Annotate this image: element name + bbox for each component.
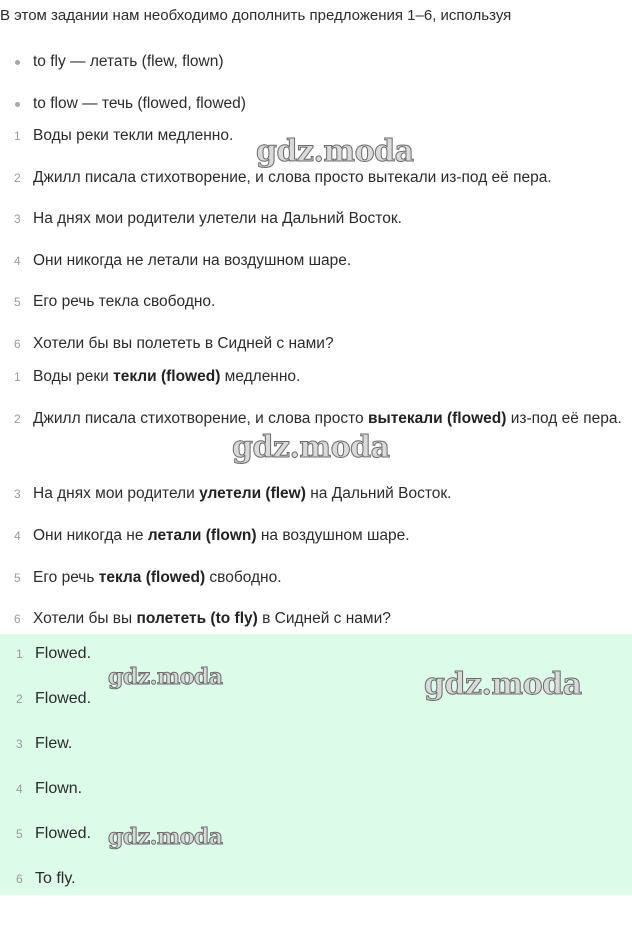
answer-text: Flew. (35, 735, 73, 752)
item-number: 6 (14, 337, 21, 351)
intro-text: В этом задании нам необходимо дополнить предложения 1–6, используя (0, 7, 512, 24)
item-number: 6 (14, 612, 21, 626)
bullet-icon (15, 102, 20, 107)
answer-text: Flown. (35, 780, 83, 797)
watermark: gdz.moda (256, 134, 414, 169)
answer-highlight: летали (flown) (147, 527, 257, 544)
item-text: На днях мои родители улетели (flew) на Дальний Восток. (33, 485, 452, 502)
item-text: Его речь текла свободно. (33, 293, 216, 310)
item-text: Они никогда не летали на воздушном шаре. (33, 252, 352, 269)
item-text: На днях мои родители улетели на Дальний Восток. (33, 210, 402, 227)
item-text: Хотели бы вы полететь в Сидней с нами? (33, 335, 334, 352)
item-number: 1 (16, 647, 23, 661)
answer-highlight: полететь (to fly) (136, 610, 258, 627)
item-number: 2 (14, 171, 21, 185)
answer-highlight: текли (flowed) (113, 368, 221, 385)
item-number: 3 (14, 487, 21, 501)
item-number: 1 (14, 129, 21, 143)
item-number: 4 (14, 529, 21, 543)
bullet-icon (15, 60, 20, 65)
watermark: gdz.moda (424, 667, 582, 702)
watermark: gdz.moda (108, 824, 223, 850)
item-number: 2 (16, 692, 23, 706)
watermark: gdz.moda (232, 430, 390, 465)
item-text: Его речь текла (flowed) свободно. (33, 569, 282, 586)
watermark: gdz.moda (108, 664, 223, 690)
item-text: Воды реки текли медленно. (33, 127, 234, 144)
item-number: 4 (16, 782, 23, 796)
item-number: 3 (14, 212, 21, 226)
item-number: 3 (16, 737, 23, 751)
answer-text: Flowed. (35, 825, 92, 842)
answer-text: Flowed. (35, 690, 92, 707)
item-text: Джилл писала стихотворение, и слова просто вытекали (flowed) из-под её пера. (33, 410, 622, 427)
item-number: 1 (14, 370, 21, 384)
item-text: Джилл писала стихотворение, и слова просто вытекали из-под её пера. (33, 169, 552, 186)
item-number: 6 (16, 872, 23, 886)
answer-highlight: вытекали (flowed) (367, 410, 507, 427)
item-text: Воды реки текли (flowed) медленно. (33, 368, 301, 385)
item-number: 5 (16, 827, 23, 841)
item-number: 4 (14, 254, 21, 268)
item-number: 5 (14, 571, 21, 585)
item-number: 5 (14, 295, 21, 309)
answer-highlight: улетели (flew) (199, 485, 306, 502)
item-number: 2 (14, 412, 21, 426)
item-text: Хотели бы вы полететь (to fly) в Сидней с нами? (33, 610, 391, 627)
answer-highlight: текла (flowed) (98, 569, 206, 586)
answer-text: Flowed. (35, 645, 92, 662)
answer-text: To fly. (35, 870, 76, 887)
item-text: Они никогда не летали (flown) на воздушном шаре. (33, 527, 410, 544)
